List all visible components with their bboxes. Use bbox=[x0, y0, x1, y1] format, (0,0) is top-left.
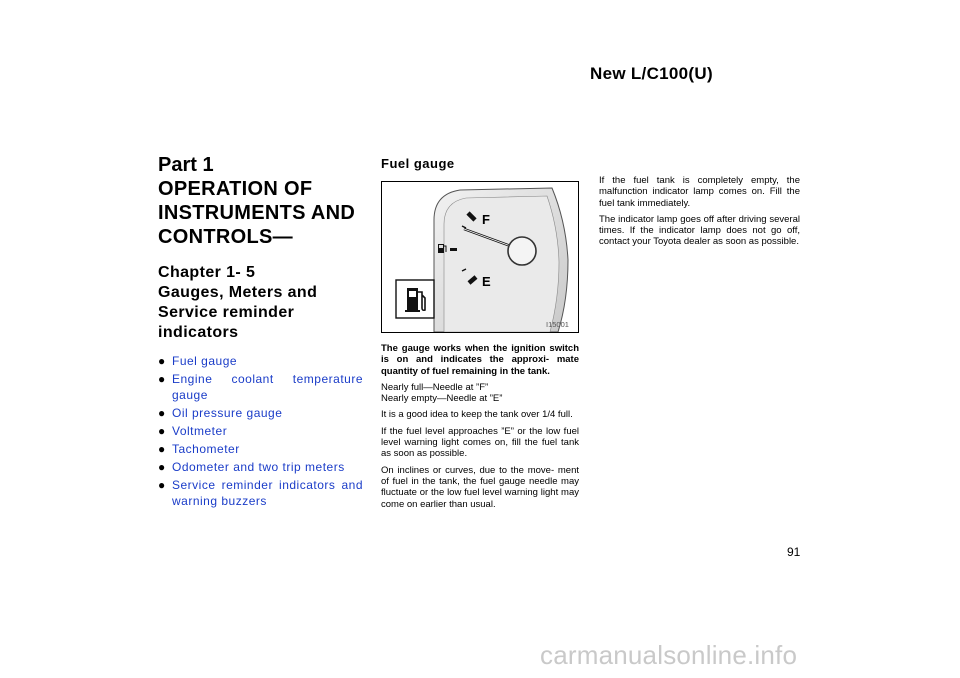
model-header: New L/C100(U) bbox=[590, 64, 713, 83]
needle-empty-line: Nearly empty—Needle at ”E” bbox=[381, 393, 503, 405]
chapter-label: Chapter 1- 5 bbox=[158, 264, 256, 281]
toc-link-tachometer[interactable]: Tachometer bbox=[172, 442, 240, 456]
bullet-icon: ● bbox=[158, 406, 166, 420]
empty-tank-paragraph: If the fuel tank is completely empty, the malfunction indicator lamp comes on. Fill the fuel tank immediately. bbox=[599, 175, 800, 209]
bullet-icon: ● bbox=[158, 478, 166, 492]
bullet-icon: ● bbox=[158, 442, 166, 456]
toc-item bbox=[158, 405, 363, 421]
part-title: OPERATION OF INSTRUMENTS AND CONTROLS— bbox=[158, 178, 356, 248]
bullet-icon: ● bbox=[158, 372, 166, 386]
section-title: Fuel gauge bbox=[381, 156, 455, 171]
toc-link-service-reminder[interactable]: Service reminder indicators and warning buzzers bbox=[172, 478, 363, 508]
bullet-icon: ● bbox=[158, 424, 166, 438]
watermark: carmanualsonline.info bbox=[540, 640, 798, 670]
toc-list bbox=[158, 353, 363, 509]
figure-code: I15001 bbox=[546, 320, 569, 329]
toc-item bbox=[158, 353, 363, 369]
malfunction-section bbox=[599, 175, 800, 253]
toc-link-voltmeter[interactable]: Voltmeter bbox=[172, 424, 228, 438]
toc-link-oil-pressure[interactable]: Oil pressure gauge bbox=[172, 406, 283, 420]
toc-item bbox=[158, 459, 363, 475]
needle-hub bbox=[508, 237, 536, 265]
intro-paragraph: The gauge works when the ignition switch is on and indicates the approxi- mate quantity of fuel remaining in the tank. bbox=[381, 343, 579, 377]
toc-item bbox=[158, 477, 363, 509]
chapter-title: Gauges, Meters and Service reminder indicators bbox=[158, 284, 318, 341]
toc-item bbox=[158, 423, 363, 439]
fuel-gauge-section bbox=[381, 156, 579, 515]
fuel-pump-icon bbox=[396, 280, 434, 318]
chapter-contents bbox=[158, 154, 363, 511]
toc-link-odometer[interactable]: Odometer and two trip meters bbox=[172, 460, 345, 474]
indicator-lamp-paragraph: The indicator lamp goes off after driving several times. If the indicator lamp does not go off, contact your Toyota dealer as soon as possible. bbox=[599, 213, 800, 248]
bullet-icon: ● bbox=[158, 354, 166, 368]
fuel-gauge-illustration bbox=[382, 182, 578, 332]
low-fuel-paragraph: If the fuel level approaches ”E” or the low fuel level warning light comes on, fill the fuel tank as soon as possible. bbox=[381, 425, 579, 460]
gauge-label-empty: E bbox=[482, 274, 491, 289]
keep-full-paragraph: It is a good idea to keep the tank over 1/4 full. bbox=[381, 409, 573, 421]
inclines-paragraph: On inclines or curves, due to the move- ment of fuel in the tank, the fuel gauge needle may fluctuate or the low fuel level warning light may come on earlier than usual. bbox=[381, 464, 579, 510]
toc-link-fuel-gauge[interactable]: Fuel gauge bbox=[172, 354, 238, 368]
part-label: Part 1 bbox=[158, 154, 214, 176]
fuel-gauge-figure bbox=[381, 181, 579, 333]
bullet-icon: ● bbox=[158, 460, 166, 474]
toc-link-coolant-gauge[interactable]: Engine coolant temperature gauge bbox=[172, 372, 363, 402]
toc-item bbox=[158, 441, 363, 457]
needle-full-line: Nearly full—Needle at ”F” bbox=[381, 381, 489, 393]
page-number: 91 bbox=[787, 545, 801, 559]
toc-item bbox=[158, 371, 363, 403]
gauge-label-full: F bbox=[482, 212, 490, 227]
